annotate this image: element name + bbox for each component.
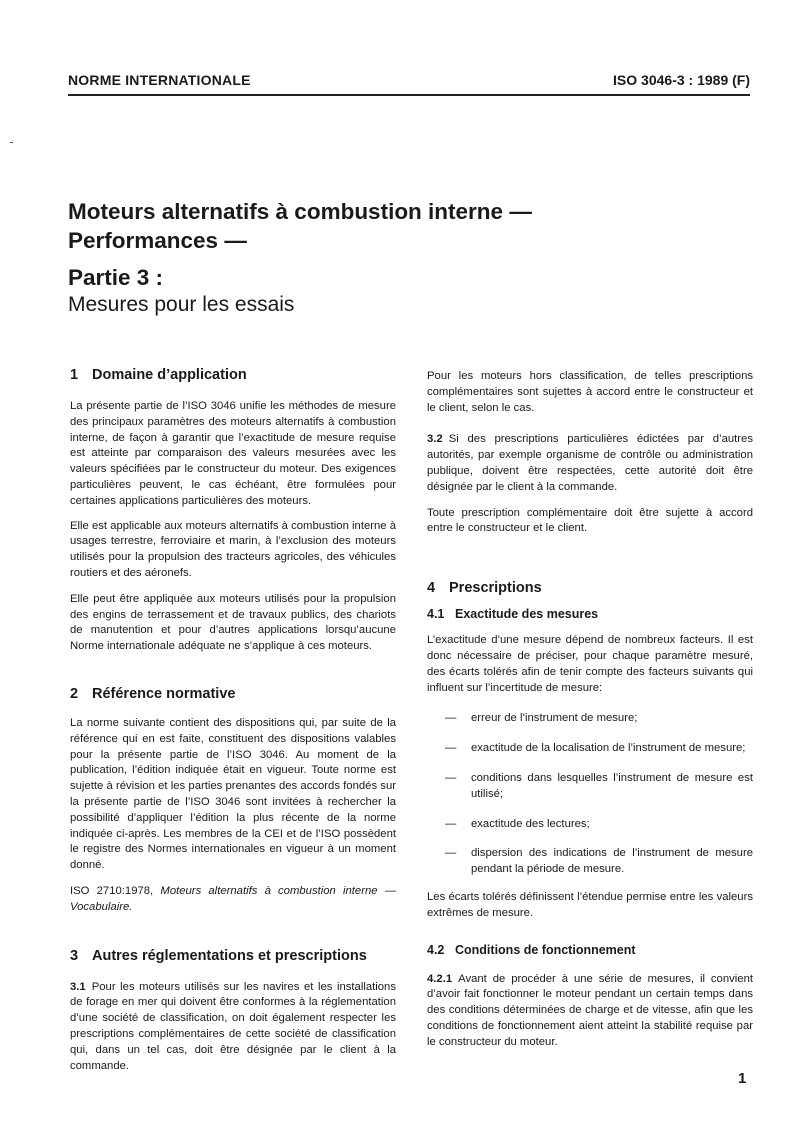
section-1-heading xyxy=(70,366,396,384)
subsection-number: 4.2 xyxy=(427,942,445,957)
section-2-reference xyxy=(70,884,396,916)
part-label: Partie 3 : xyxy=(68,265,164,290)
header-standard-type: NORME INTERNATIONALE xyxy=(68,72,251,88)
list-item xyxy=(427,846,753,878)
clause-3-1 xyxy=(70,980,396,1075)
section-title: Autres réglementations et prescriptions xyxy=(92,947,367,964)
list-item-text: exactitude des lectures; xyxy=(471,817,590,830)
subsection-title: Conditions de fonctionnement xyxy=(455,942,636,957)
subsection-4-1-paragraph-1: L’exactitude d’une mesure dépend de nombreux facteurs. Il est donc nécessaire de préciser, pour chaque paramètre mesuré, des écarts tolérés afin de tenir compte des facteurs suivants qui influent sur l’incertitude de mesure: xyxy=(427,634,753,694)
clause-text: Avant de procéder à une série de mesures, il convient d’avoir fait fonctionner le moteur pendant un certain temps dans des conditions déterminées de charge et de vitesse, afin que les conditions de fonctionnement aient atteint la stabilité requise par le constructeur du moteur. xyxy=(427,972,753,1048)
section-title: Prescriptions xyxy=(449,580,542,597)
margin-mark xyxy=(10,142,13,143)
section-number: 1 xyxy=(70,367,79,383)
section-3-heading xyxy=(70,947,396,965)
clause-4-2-1 xyxy=(427,972,753,1051)
header-rule xyxy=(68,94,750,96)
clause-3-2-continued: Toute prescription complémentaire doit être sujette à accord entre le constructeur et le client. xyxy=(427,506,753,535)
subsection-4-1-paragraph-2: Les écarts tolérés définissent l’étendue permise entre les valeurs extrêmes de mesure. xyxy=(427,890,753,919)
list-dash: — xyxy=(445,817,457,830)
section-1-paragraph-3: Elle peut être appliquée aux moteurs utilisés pour la propulsion des engins de terrassement et de travaux publics, des chariots de manutention et pour d’autres applications lorsqu’aucune Norme internationale adéquate ne s’applique à ces moteurs. xyxy=(70,592,396,653)
document-title xyxy=(68,197,708,255)
section-number: 2 xyxy=(70,685,79,702)
section-number: 4 xyxy=(427,580,436,597)
title-line-1: Moteurs alternatifs à combustion interne — xyxy=(68,199,532,224)
list-dash: — xyxy=(445,847,457,860)
clause-number: 4.2.1 xyxy=(427,972,453,985)
section-2-heading xyxy=(70,685,396,703)
left-column xyxy=(70,366,396,1074)
document-subtitle: Mesures pour les essais xyxy=(68,293,295,316)
section-number: 3 xyxy=(70,947,79,964)
right-column xyxy=(427,369,753,1051)
subsection-title: Exactitude des mesures xyxy=(455,607,599,622)
list-item xyxy=(427,741,753,757)
clause-3-2 xyxy=(427,432,753,495)
reference-title: Moteurs alternatifs à combustion interne — Vocabulaire. xyxy=(70,884,397,913)
section-1-paragraph-2: Elle est applicable aux moteurs alternatifs à combustion interne à usages terrestre, ferroviaire et marin, à l’exclusion des moteurs utilisés pour la propulsion des tracteurs agricoles, des véhicules routiers et des aéronefs. xyxy=(70,519,396,579)
title-line-2: Performances — xyxy=(68,228,247,253)
list-item-text: conditions dans lesquelles l’instrument de mesure est utilisé; xyxy=(471,771,753,800)
list-item xyxy=(427,817,753,833)
page-header xyxy=(68,72,750,94)
list-item-text: erreur de l’instrument de mesure; xyxy=(471,712,638,725)
clause-3-1-continued: Pour les moteurs hors classification, de telles prescriptions complémentaires sont sujettes à accord entre le constructeur et le client, selon le cas. xyxy=(427,370,753,414)
list-dash: — xyxy=(445,771,457,784)
section-4-heading xyxy=(427,579,753,597)
section-title: Référence normative xyxy=(92,685,236,702)
subsection-number: 4.1 xyxy=(427,607,445,622)
list-item-text: dispersion des indications de l’instrument de mesure pendant la période de mesure. xyxy=(471,847,753,876)
clause-text: Pour les moteurs utilisés sur les navires et les installations de forage en mer qui doivent être conformes à la réglementation d’une société de classification, on doit également respecter les prescriptions complémentaires de cette société de classification qui, dans un tel cas, doit être désignée par le client à la commande. xyxy=(70,980,396,1072)
subsection-4-2-heading xyxy=(427,942,753,958)
section-2-paragraph-1: La norme suivante contient des dispositions qui, par suite de la référence qui en est faite, constituent des dispositions valables pour la présente partie de l’ISO 3046. Au moment de la publication, l’édition indiquée était en vigueur. Toute norme est sujette à révision et les parties prenantes des accords fondés sur la présente partie de l’ISO 3046 sont invitées à rechercher la possibilité d’appliquer l’édition la plus récente de la norme indiquée ci-après. Les membres de la CEI et de l’ISO possèdent le registre des Normes internationales en vigueur à un moment donné. xyxy=(70,716,396,872)
list-dash: — xyxy=(445,712,457,725)
clause-text: Si des prescriptions particulières édictées par d’autres autorités, par exemple organisme de contrôle ou administration publique, doivent être respectées, cette autorité doit être désignée par le client à la commande. xyxy=(427,433,753,493)
page-number: 1 xyxy=(738,1070,747,1087)
reference-code: ISO 2710:1978, xyxy=(70,884,154,897)
clause-number: 3.2 xyxy=(427,433,443,446)
clause-number: 3.1 xyxy=(70,980,86,993)
header-standard-number: ISO 3046-3 : 1989 (F) xyxy=(613,72,750,88)
subsection-4-1-heading xyxy=(427,606,753,622)
section-title: Domaine d’application xyxy=(92,367,247,383)
list-item-text: exactitude de la localisation de l’instrument de mesure; xyxy=(471,742,746,755)
section-1-paragraph-1: La présente partie de l’ISO 3046 unifie les méthodes de mesure des principaux paramètres des moteurs alternatifs à combustion interne, de façon à garantir que l’exactitude de mesure requise est atteinte par comparaison des valeurs mesurées avec les valeurs spécifiées par le constructeur du moteur. Des exigences particulières peuvent, le cas échéant, être formulées pour certaines applications particulières des moteurs. xyxy=(70,400,396,507)
list-dash: — xyxy=(445,742,457,755)
list-item xyxy=(427,711,753,727)
list-item xyxy=(427,771,753,803)
